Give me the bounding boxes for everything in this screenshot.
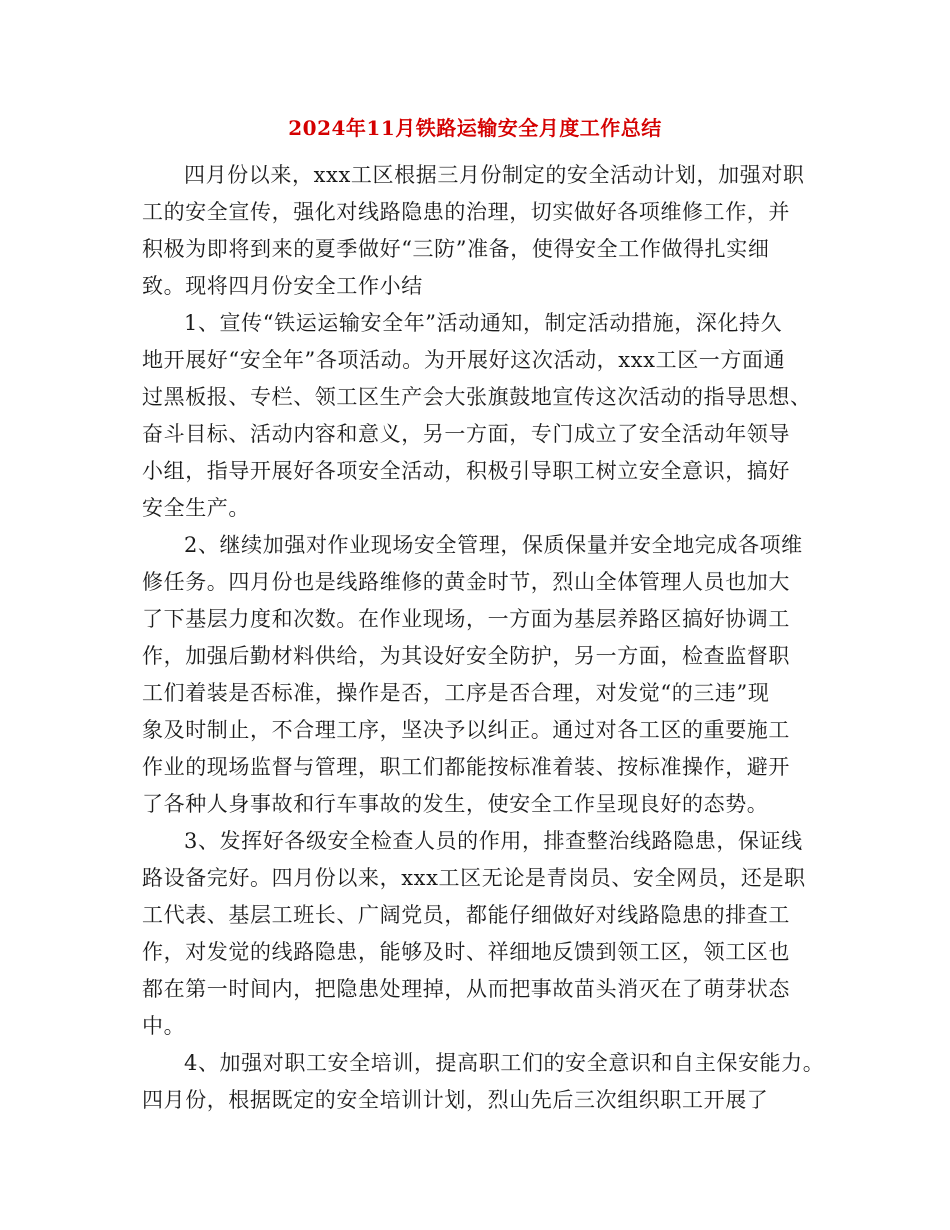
body-line: 四月份以来，xxx工区根据三月份制定的安全活动计划，加强对职 (184, 163, 805, 187)
body-line: 安全生产。 (142, 496, 250, 520)
body-line: 2、继续加强对作业现场安全管理，保质保量并安全地完成各项维 (184, 533, 803, 557)
body-line: 修任务。四月份也是线路维修的黄金时节，烈山全体管理人员也加大 (142, 570, 790, 594)
body-line: 了各种人身事故和行车事故的发生，使安全工作呈现良好的态势。 (142, 792, 769, 816)
body-line: 致。现将四月份安全工作小结 (142, 274, 423, 298)
body-line: 工代表、基层工班长、广阔党员，都能仔细做好对线路隐患的排查工 (142, 903, 790, 927)
body-line: 3、发挥好各级安全检查人员的作用，排查整治线路隐患，保证线 (184, 829, 803, 853)
body-line: 中。 (142, 1014, 186, 1038)
body-line: 作，加强后勤材料供给，为其设好安全防护，另一方面，检查监督职 (142, 644, 790, 668)
body-line: 地开展好“安全年”各项活动。为开展好这次活动，xxx工区一方面通 (142, 348, 786, 372)
body-line: 工们着装是否标准，操作是否，工序是否合理，对发觉“的三违”现 (142, 681, 770, 705)
body-line: 四月份，根据既定的安全培训计划，烈山先后三次组织职工开展了 (142, 1088, 769, 1112)
body-line: 奋斗目标、活动内容和意义，另一方面，专门成立了安全活动年领导 (142, 422, 790, 446)
body-line: 工的安全宣传，强化对线路隐患的治理，切实做好各项维修工作，并 (142, 200, 790, 224)
body-line: 路设备完好。四月份以来，xxx工区无论是青岗员、安全网员，还是职 (142, 866, 806, 890)
body-line: 作，对发觉的线路隐患，能够及时、祥细地反馈到领工区，领工区也 (142, 940, 790, 964)
body-line: 小组，指导开展好各项安全活动，积极引导职工树立安全意识，搞好 (142, 459, 790, 483)
body-line: 作业的现场监督与管理，职工们都能按标准着装、按标准操作，避开 (142, 755, 790, 779)
body-line: 过黑板报、专栏、领工区生产会大张旗鼓地宣传这次活动的指导思想、 (142, 385, 812, 409)
document-title: 2024年11月铁路运输安全月度工作总结 (288, 116, 662, 140)
body-line: 1、宣传“铁运运输安全年”活动通知，制定活动措施，深化持久 (184, 311, 783, 335)
body-line: 4、加强对职工安全培训，提高职工们的安全意识和自主保安能力。 (184, 1051, 825, 1075)
body-line: 了下基层力度和次数。在作业现场，一方面为基层养路区搞好协调工 (142, 607, 790, 631)
body-line: 都在第一时间内，把隐患处理掉，从而把事故苗头消灭在了萌芽状态 (142, 977, 790, 1001)
body-line: 积极为即将到来的夏季做好“三防”准备，使得安全工作做得扎实细 (142, 237, 770, 261)
body-line: 象及时制止，不合理工序，坚决予以纠正。通过对各工区的重要施工 (142, 718, 790, 742)
